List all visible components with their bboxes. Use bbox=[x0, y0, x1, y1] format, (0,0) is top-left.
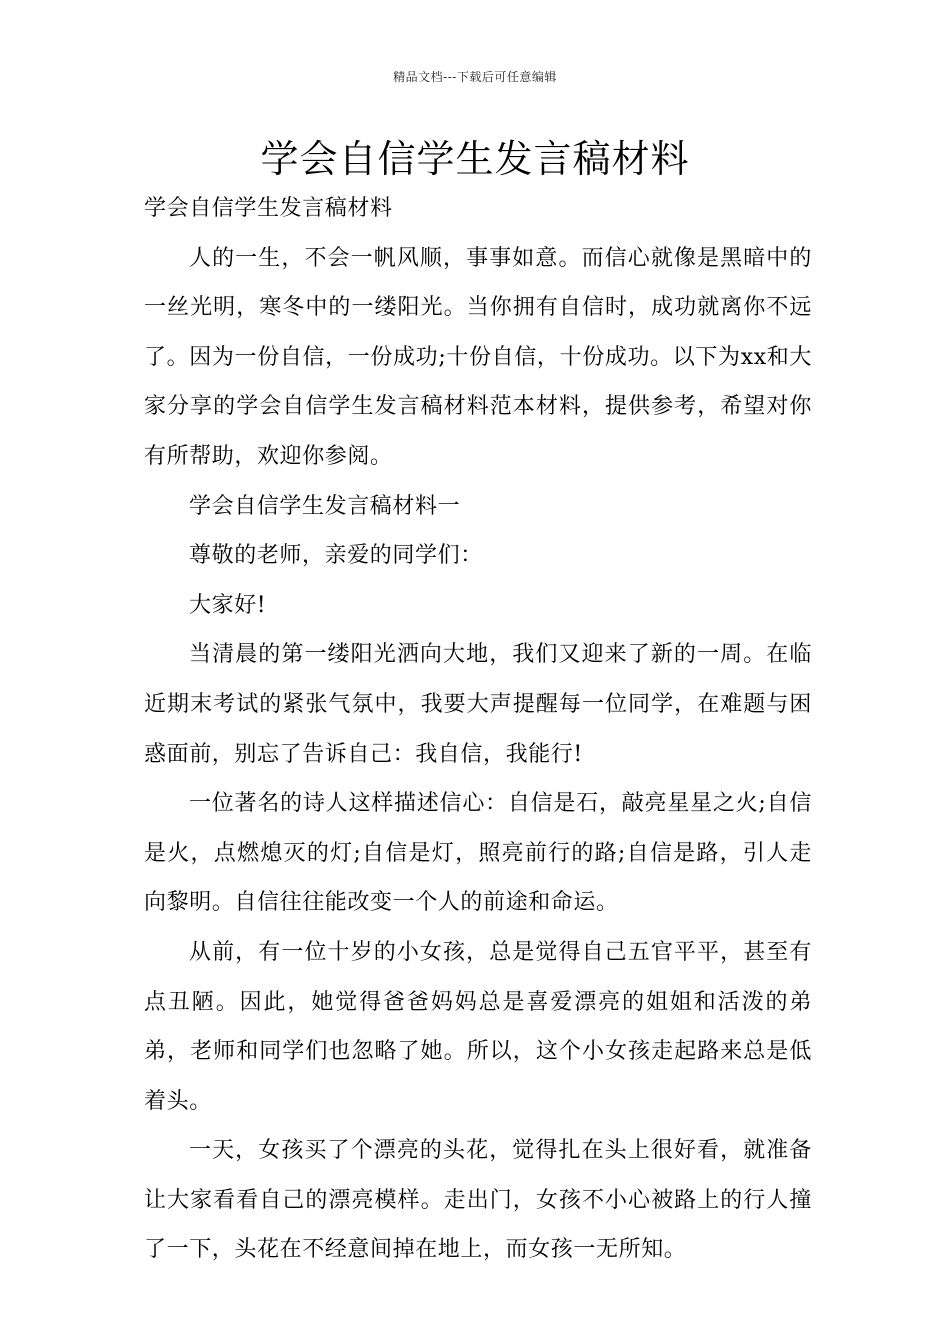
paragraph-salutation: 尊敬的老师，亲爱的同学们： bbox=[189, 543, 483, 569]
paragraph-body: 一位著名的诗人这样描述信心：自信是石，敲亮星星之火;自信是火，点燃熄灭的灯;自信是灯，照亮前行的路;自信是路，引人走向黎明。自信往往能改变一个人的前途和命运。 bbox=[144, 791, 812, 916]
paragraph-body: 当清晨的第一缕阳光洒向大地，我们又迎来了新的一周。在临近期末考试的紧张气氛中，我要大声提醒每一位同学，在难题与困惑面前，别忘了告诉自己：我自信，我能行! bbox=[144, 642, 812, 767]
document-body bbox=[144, 184, 812, 1275]
paragraph-subtitle: 学会自信学生发言稿材料 bbox=[144, 196, 393, 221]
paragraph-body: 一天，女孩买了个漂亮的头花，觉得扎在头上很好看，就准备让大家看看自己的漂亮模样。走出门，女孩不小心被路上的行人撞了一下，头花在不经意间掉在地上，而女孩一无所知。 bbox=[144, 1138, 812, 1263]
paragraph-section-heading: 学会自信学生发言稿材料一 bbox=[189, 493, 461, 519]
paragraph-intro: 人的一生，不会一帆风顺，事事如意。而信心就像是黑暗中的一丝光明，寒冬中的一缕阳光。当你拥有自信时，成功就离你不远了。因为一份自信，一份成功;十份自信，十份成功。以下为xx和大家分享的学会自信学生发言稿材料范本材料，提供参考，希望对你有所帮助，欢迎你参阅。 bbox=[144, 245, 812, 469]
document-title: 学会自信学生发言稿材料 bbox=[260, 137, 690, 181]
header-note: 精品文档---下载后可任意编辑 bbox=[393, 70, 557, 84]
paragraph-greeting: 大家好! bbox=[189, 592, 267, 618]
paragraph-body: 从前，有一位十岁的小女孩，总是觉得自己五官平平，甚至有点丑陋。因此，她觉得爸爸妈妈总是喜爱漂亮的姐姐和活泼的弟弟，老师和同学们也忽略了她。所以，这个小女孩走起路来总是低着头。 bbox=[144, 939, 812, 1114]
